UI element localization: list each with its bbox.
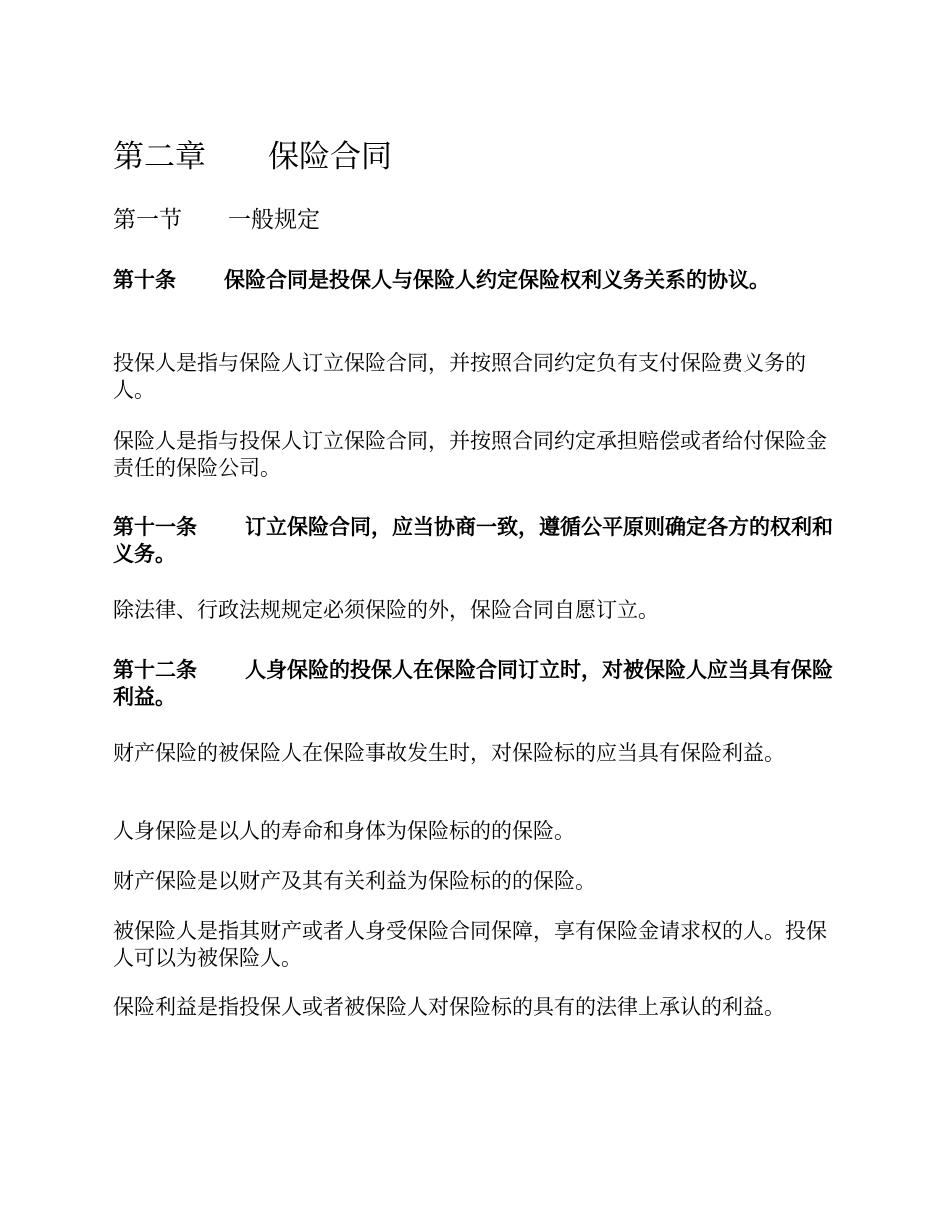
- paragraph-property-insurance-definition: 财产保险是以财产及其有关利益为保险标的的保险。: [113, 869, 596, 893]
- article-11: [113, 513, 840, 567]
- article-12: [113, 656, 840, 710]
- article-10: [113, 266, 840, 293]
- paragraph-policyholder-definition: 投保人是指与保险人订立保险合同，并按照合同约定负有支付保险费义务的人。: [113, 351, 806, 402]
- article-number: 第十一条: [113, 514, 197, 539]
- article-text: 人身保险的投保人在保险合同订立时，对被保险人应当具有保险利益。: [113, 657, 833, 709]
- article-number: 第十条: [113, 267, 176, 292]
- article-text: 订立保险合同，应当协商一致，遵循公平原则确定各方的权利和义务。: [113, 514, 833, 566]
- paragraph-voluntary-contract: 除法律、行政法规规定必须保险的外，保险合同自愿订立。: [113, 598, 659, 622]
- paragraph-life-insurance-definition: 人身保险是以人的寿命和身体为保险标的的保险。: [113, 819, 575, 843]
- paragraph-property-insured-interest: 财产保险的被保险人在保险事故发生时，对保险标的应当具有保险利益。: [113, 741, 785, 765]
- article-text: 保险合同是投保人与保险人约定保险权利义务关系的协议。: [224, 267, 770, 292]
- article-number: 第十二条: [113, 657, 197, 682]
- paragraph-insurer-definition: 保险人是指与投保人订立保险合同，并按照合同约定承担赔偿或者给付保险金责任的保险公司。: [113, 429, 827, 480]
- section-title: 第一节 一般规定: [113, 207, 320, 233]
- chapter-title: 第二章 保险合同: [113, 139, 392, 175]
- paragraph-insured-definition: 被保险人是指其财产或者人身受保险合同保障，享有保险金请求权的人。投保人可以为被保险人。: [113, 919, 827, 970]
- paragraph-insurable-interest-definition: 保险利益是指投保人或者被保险人对保险标的具有的法律上承认的利益。: [113, 995, 785, 1019]
